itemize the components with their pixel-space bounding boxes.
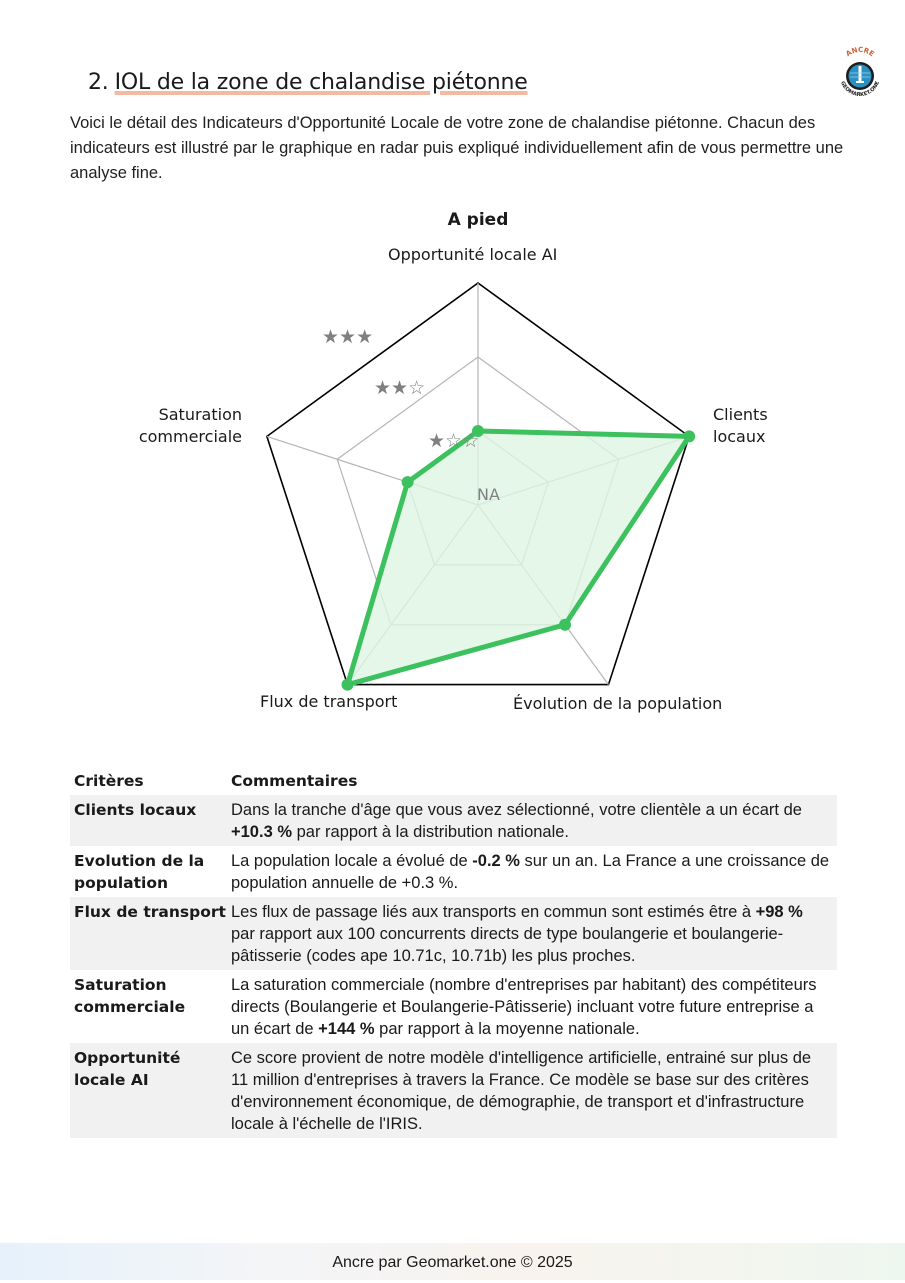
criteria-cell: Opportunité locale AI [74,1049,181,1089]
axis-label-opportunite: Opportunité locale AI [388,245,558,264]
svg-text:GEOMARKET.ONE: GEOMARKET.ONE [839,80,881,99]
highlight-value: +144 % [318,1020,375,1038]
na-label: NA [477,485,500,504]
svg-text:ANCRE: ANCRE [844,46,876,59]
header-criteria: Critères [74,772,144,790]
data-point [559,619,571,631]
table-row [70,846,837,897]
axis-label-flux-transport: Flux de transport [260,692,398,711]
radar-series [342,425,696,691]
highlight-value: +98 % [755,903,803,921]
comment-cell: La saturation commerciale (nombre d'entreprises par habitant) des compétiteurs directs (Boulangerie et Boulangerie-Pâtisserie) incluant votre future entreprise a un écart de +144 % par rapport à la moyenne nationale. [231,976,817,1038]
data-point [402,476,414,488]
radar-chart [0,200,905,740]
data-point [683,430,695,442]
comment-cell: La population locale a évolué de -0.2 % sur un an. La France a une croissance de population annuelle de +0.3 %. [231,852,830,892]
axis-label-evolution-population: Évolution de la population [513,694,723,713]
highlight-value: +10.3 % [231,823,293,841]
criteria-cell: Clients locaux [74,801,197,819]
radar-plot [0,200,905,740]
axis-label-clients-locaux: Clients locaux [713,405,768,446]
section-title-text: IOL de la zone de chalandise piétonne [114,70,528,95]
chart-title: A pied [447,210,509,230]
data-point [342,679,354,691]
table-row [70,897,837,970]
star-rating-icon: ★★☆ [374,377,426,399]
criteria-cell: Evolution de la population [74,852,205,892]
highlight-value: -0.2 % [472,852,520,870]
section-title [88,70,528,95]
header-comments: Commentaires [231,772,358,790]
criteria-cell: Flux de transport [74,903,226,921]
comment-cell: Ce score provient de notre modèle d'intelligence artificielle, entrainé sur plus de 11 million d'entreprises à travers la France. Ce modèle se base sur des critères d'environnement économique, de démographie, de transport et d'infrastructure locale à l'échelle de l'IRIS. [231,1049,812,1133]
table-row [70,970,837,1043]
star-rating-icon: ★☆☆ [428,430,480,452]
table-row [70,1043,837,1138]
table-header [70,766,837,795]
table-row [70,795,837,846]
star-rating-icon: ★★★ [322,326,374,348]
criteria-cell: Saturation commerciale [74,976,186,1016]
comment-cell: Les flux de passage liés aux transports en commun sont estimés être à +98 % par rapport aux 100 concurrents directs de type boulangerie et boulangerie-pâtisserie (codes ape 10.71c, 10.71b) les plus proches. [231,903,803,965]
logo-icon [832,46,888,102]
footer-text: Ancre par Geomarket.one © 2025 [332,1254,573,1271]
intro-paragraph: Voici le détail des Indicateurs d'Opportunité Locale de votre zone de chalandise piétonne. Chacun des indicateurs est illustré par le graphique en radar puis expliqué individuellement afin de vous permettre une analyse fine. [70,114,844,182]
footer [0,1243,905,1280]
comment-cell: Dans la tranche d'âge que vous avez sélectionné, votre clientèle a un écart de +10.3 % par rapport à la distribution nationale. [231,801,802,841]
criteria-table [70,766,837,1138]
ancre-geomarket-logo [832,46,888,102]
section-number: 2. [88,70,109,95]
axis-label-saturation-commerciale: Saturation commerciale [138,405,242,446]
